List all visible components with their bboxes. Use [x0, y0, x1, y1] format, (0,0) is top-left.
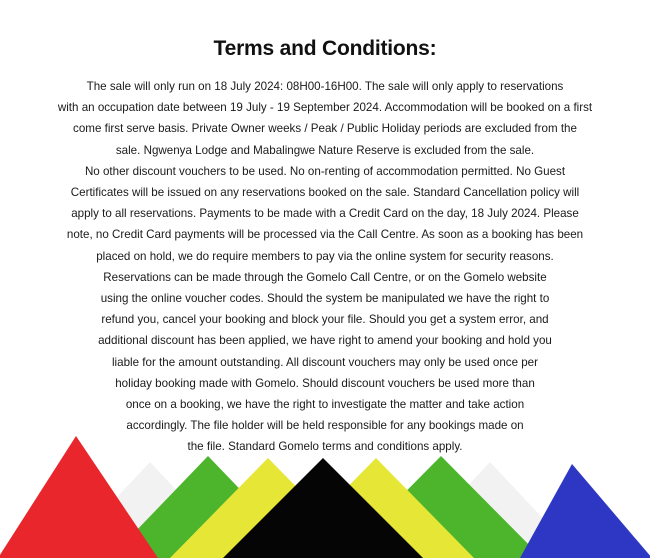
terms-body [40, 76, 610, 458]
terms-line: note, no Credit Card payments will be processed via the Call Centre. As soon as a booking has been [66, 228, 584, 242]
triangle-blue [520, 464, 650, 558]
terms-line: sale. Ngwenya Lodge and Mabalingwe Nature Reserve is excluded from the sale. [115, 143, 535, 157]
terms-line: No other discount vouchers to be used. No on-renting of accommodation permitted. No Guest [84, 164, 566, 178]
terms-line: placed on hold, we do require members to pay via the online system for security reasons. [96, 249, 554, 263]
terms-line: Certificates will be issued on any reservations booked on the sale. Standard Cancellation policy will [70, 186, 580, 200]
terms-line: refund you, cancel your booking and block your file. Should you get a system error, and [101, 313, 549, 327]
terms-line: with an occupation date between 19 July - 19 September 2024. Accommodation will be booked on a first [57, 101, 593, 115]
terms-line: accordingly. The file holder will be held responsible for any bookings made on [126, 419, 524, 433]
terms-line: holiday booking made with Gomelo. Should discount vouchers be used more than [115, 376, 535, 390]
terms-line: Reservations can be made through the Gomelo Call Centre, or on the Gomelo website [103, 270, 547, 284]
terms-line: apply to all reservations. Payments to be made with a Credit Card on the day, 18 July 2024. Please [71, 207, 579, 221]
terms-line: liable for the amount outstanding. All discount vouchers may only be used once per [111, 355, 538, 369]
terms-line: additional discount has been applied, we have right to amend your booking and hold you [98, 334, 552, 348]
terms-line: once on a booking, we have the right to investigate the matter and take action [125, 398, 525, 412]
decorative-triangles [0, 430, 650, 558]
terms-line: The sale will only run on 18 July 2024: 08H00-16H00. The sale will only apply to reservations [86, 80, 564, 93]
terms-line: the file. Standard Gomelo terms and conditions apply. [187, 440, 463, 454]
terms-line: using the online voucher codes. Should the system be manipulated we have the right to [100, 292, 550, 306]
terms-line: come first serve basis. Private Owner weeks / Peak / Public Holiday periods are excluded from the [73, 122, 577, 136]
page-title: Terms and Conditions: [213, 37, 437, 60]
